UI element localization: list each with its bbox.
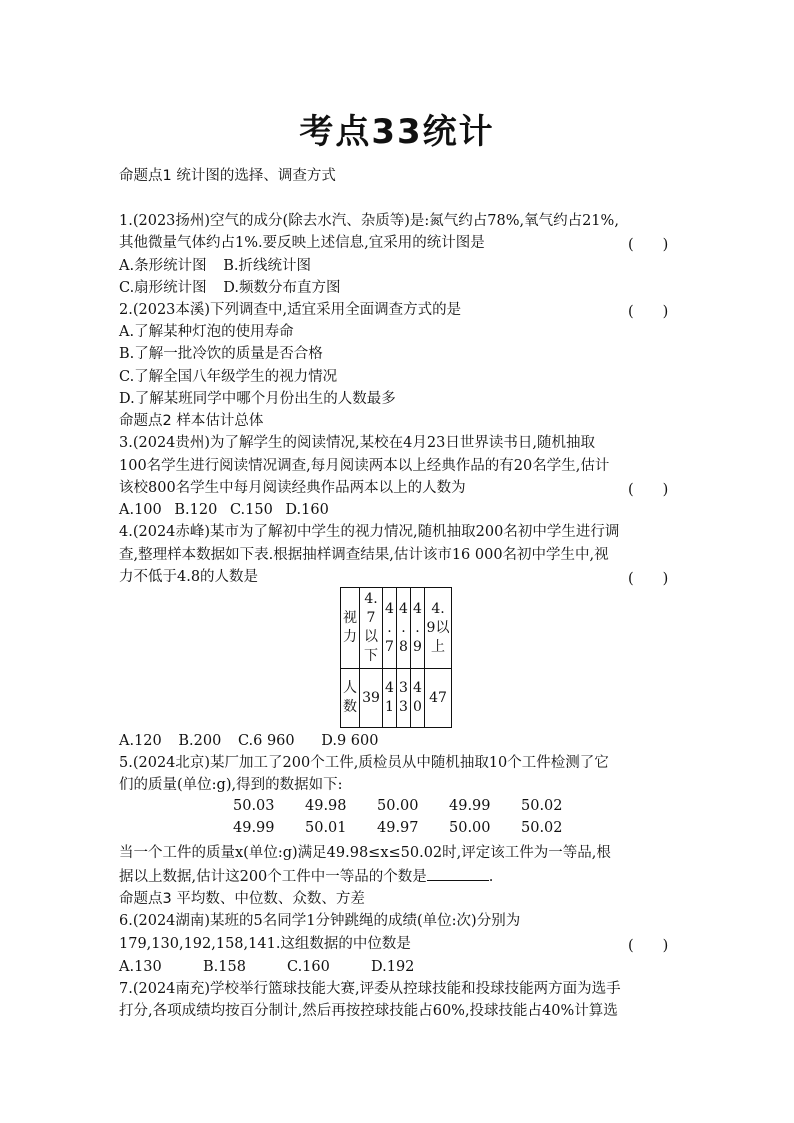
q5-data-row-2 bbox=[233, 820, 653, 836]
q1-choice-d: D.频数分布直方图 bbox=[223, 280, 341, 296]
q6-answer-paren: ( ) bbox=[628, 938, 669, 954]
row-label-count: 人 数 bbox=[341, 669, 360, 728]
data-value: 49.99 bbox=[233, 820, 275, 836]
q7-line-1: 7.(2024南充)学校举行篮球技能大赛,评委从控球技能和投球技能两方面为选手 bbox=[119, 981, 621, 997]
q6-choice-b: B.158 bbox=[203, 959, 246, 975]
q2-answer-paren: ( ) bbox=[628, 304, 669, 320]
q1-choice-b: B.折线统计图 bbox=[223, 258, 311, 274]
q3-answer-paren: ( ) bbox=[628, 482, 669, 498]
q1-choices-row-1 bbox=[119, 256, 311, 276]
answer-blank[interactable] bbox=[427, 866, 489, 881]
header-cell-above-4.9: 4. 9以 上 bbox=[425, 588, 452, 669]
data-value: 49.97 bbox=[377, 820, 419, 836]
q5-line-1: 5.(2024北京)某厂加工了200个工件,质检员从中随机抽取10个工件检测了它 bbox=[119, 755, 609, 771]
header-cell-below-4.7: 4. 7 以 下 bbox=[360, 588, 383, 669]
q6-line-1: 6.(2024湖南)某班的5名同学1分钟跳绳的成绩(单位:次)分别为 bbox=[119, 913, 521, 929]
q4-choices bbox=[119, 731, 378, 751]
page-title: 考点33统计 bbox=[299, 112, 495, 152]
q5-line-4-text: 据以上数据,估计这200个工件中一等品的个数是 bbox=[119, 869, 427, 885]
header-cell-4.8: 4 . 8 bbox=[397, 588, 411, 669]
q3-choice-a: A.100 bbox=[119, 502, 162, 518]
q3-choices bbox=[119, 500, 329, 520]
q5-line-4 bbox=[119, 866, 493, 887]
q4-line-3: 力不低于4.8的人数是 bbox=[119, 569, 259, 585]
q2-choice-b: B.了解一批冷饮的质量是否合格 bbox=[119, 346, 323, 362]
table-row-count bbox=[341, 669, 452, 728]
data-value: 50.02 bbox=[521, 798, 563, 814]
row-label-vision: 视 力 bbox=[341, 588, 360, 669]
count-cell-4.7: 4 1 bbox=[383, 669, 397, 728]
q2-choice-a: A.了解某种灯泡的使用寿命 bbox=[119, 324, 294, 340]
q1-answer-paren: ( ) bbox=[628, 237, 669, 253]
q4-line-2: 查,整理样本数据如下表.根据抽样调查结果,估计该市16 000名初中学生中,视 bbox=[119, 547, 609, 563]
q1-choices-row-2 bbox=[119, 278, 341, 298]
q4-choice-a: A.120 bbox=[119, 733, 162, 749]
section-heading-2: 命题点2 样本估计总体 bbox=[119, 413, 264, 429]
q3-line-2: 100名学生进行阅读情况调查,每月阅读两本以上经典作品的有20名学生,估计 bbox=[119, 458, 610, 474]
q1-line-1: 1.(2023扬州)空气的成分(除去水汽、杂质等)是:氮气约占78%,氧气约占21%, bbox=[119, 213, 619, 229]
data-value: 50.00 bbox=[377, 798, 419, 814]
q3-choice-d: D.160 bbox=[285, 502, 329, 518]
data-value: 50.01 bbox=[305, 820, 347, 836]
data-value: 50.00 bbox=[449, 820, 491, 836]
count-cell-4.8: 3 3 bbox=[397, 669, 411, 728]
q3-line-1: 3.(2024贵州)为了解学生的阅读情况,某校在4月23日世界读书日,随机抽取 bbox=[119, 435, 595, 451]
q2-choice-d: D.了解某班同学中哪个月份出生的人数最多 bbox=[119, 391, 396, 407]
q4-choice-d: D.9 600 bbox=[321, 733, 379, 749]
q6-line-2: 179,130,192,158,141.这组数据的中位数是 bbox=[119, 936, 411, 952]
q7-line-2: 打分,各项成绩均按百分制计,然后再按控球技能占60%,投球技能占40%计算选 bbox=[119, 1003, 618, 1019]
data-value: 49.99 bbox=[449, 798, 491, 814]
section-heading-1: 命题点1 统计图的选择、调查方式 bbox=[119, 168, 336, 184]
q5-line-3: 当一个工件的质量x(单位:g)满足49.98≤x≤50.02时,评定该工件为一等品,根 bbox=[119, 845, 611, 861]
q6-choice-c: C.160 bbox=[287, 959, 330, 975]
q2-line-1: 2.(2023本溪)下列调查中,适宜采用全面调查方式的是 bbox=[119, 302, 462, 318]
q3-choice-c: C.150 bbox=[229, 502, 273, 518]
q3-line-3: 该校800名学生中每月阅读经典作品两本以上的人数为 bbox=[119, 480, 466, 496]
data-value: 50.02 bbox=[521, 820, 563, 836]
q4-line-1: 4.(2024赤峰)某市为了解初中学生的视力情况,随机抽取200名初中学生进行调 bbox=[119, 524, 620, 540]
header-cell-4.9: 4 . 9 bbox=[411, 588, 425, 669]
count-cell-above-4.9: 47 bbox=[425, 669, 452, 728]
q5-data-row-1 bbox=[233, 798, 653, 814]
section-heading-3: 命题点3 平均数、中位数、众数、方差 bbox=[119, 891, 365, 907]
header-cell-4.7: 4 . 7 bbox=[383, 588, 397, 669]
q4-choice-b: B.200 bbox=[178, 733, 222, 749]
q5-line-2: 们的质量(单位:g),得到的数据如下: bbox=[119, 777, 343, 793]
q2-choice-c: C.了解全国八年级学生的视力情况 bbox=[119, 369, 338, 385]
q6-choice-a: A.130 bbox=[119, 959, 162, 975]
count-cell-below-4.7: 39 bbox=[360, 669, 383, 728]
count-cell-4.9: 4 0 bbox=[411, 669, 425, 728]
q4-choice-c: C.6 960 bbox=[237, 733, 295, 749]
vision-data-table bbox=[340, 587, 452, 728]
data-value: 49.98 bbox=[305, 798, 347, 814]
table-row-vision bbox=[341, 588, 452, 669]
q4-answer-paren: ( ) bbox=[628, 571, 669, 587]
q1-line-2: 其他微量气体约占1%.要反映上述信息,宜采用的统计图是 bbox=[119, 235, 485, 251]
data-value: 50.03 bbox=[233, 798, 275, 814]
q6-choices bbox=[119, 957, 414, 977]
q1-choice-a: A.条形统计图 bbox=[119, 258, 207, 274]
q1-choice-c: C.扇形统计图 bbox=[119, 280, 207, 296]
q5-line-4-end: . bbox=[488, 869, 494, 885]
q6-choice-d: D.192 bbox=[371, 959, 415, 975]
q3-choice-b: B.120 bbox=[174, 502, 218, 518]
